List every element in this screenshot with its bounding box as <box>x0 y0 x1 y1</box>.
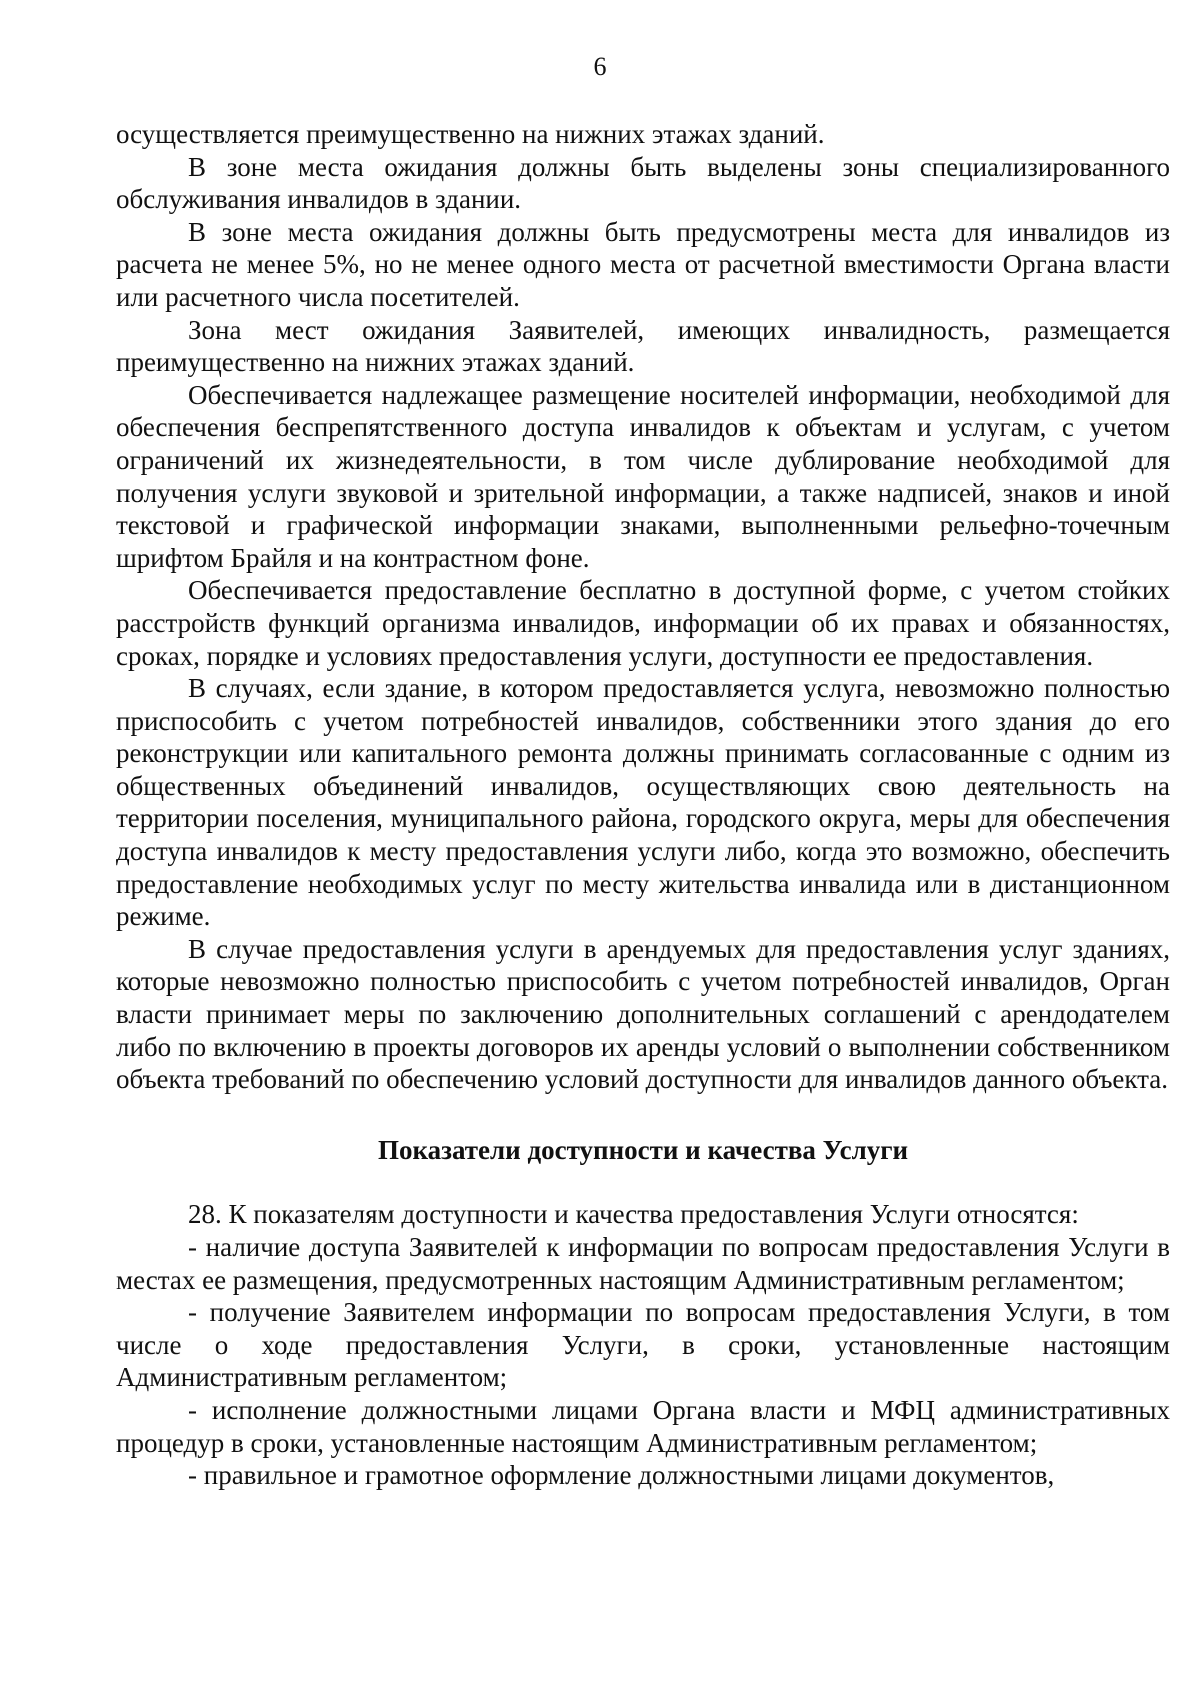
list-item: - правильное и грамотное оформление должностными лицами документов, <box>188 1460 1055 1491</box>
paragraph: 28. К показателям доступности и качества предоставления Услуги относятся: <box>188 1199 1079 1230</box>
paragraph: Обеспечивается надлежащее размещение носителей информации, необходимой для обеспечения беспрепятственного доступа инвалидов к объектам и услугам, с учетом ограничений их жизнедеятельности, в том числе дублирование необходимой для получения услуги звуковой и зрительной информации, а также надписей, знаков и иной текстовой и графической информации знаками, выполненными рельефно-точечным шрифтом Брайля и на контрастном фоне. <box>116 379 1170 573</box>
paragraph: Обеспечивается предоставление бесплатно в доступной форме, с учетом стойких расстройств функций организма инвалидов, информации об их правах и обязанностях, сроках, порядке и условиях предоставления услуги, доступности ее предоставления. <box>116 575 1170 671</box>
paragraph: осуществляется преимущественно на нижних этажах зданий. <box>116 119 825 149</box>
paragraph: Зона мест ожидания Заявителей, имеющих инвалидность, размещается преимущественно на нижних этажах зданий. <box>116 314 1170 378</box>
document-body <box>116 118 1170 1492</box>
paragraph: В случае предоставления услуги в арендуемых для предоставления услуг зданиях, которые невозможно полностью приспособить с учетом потребностей инвалидов, Орган власти принимает меры по заключению дополнительных соглашений с арендодателем либо по включению в проекты договоров их аренды условий о выполнении собственником объекта требований по обеспечению условий доступности для инвалидов данного объекта. <box>116 933 1170 1095</box>
list-item: - получение Заявителем информации по вопросам предоставления Услуги, в том числе о ходе предоставления Услуги, в сроки, установленные настоящим Административным регламентом; <box>116 1297 1170 1393</box>
section-heading: Показатели доступности и качества Услуги <box>377 1134 909 1165</box>
list-item: - исполнение должностными лицами Органа власти и МФЦ административных процедур в сроки, установленные настоящим Административным регламентом; <box>116 1394 1170 1458</box>
paragraph: В случаях, если здание, в котором предоставляется услуга, невозможно полностью приспособить с учетом потребностей инвалидов, собственники этого здания до его реконструкции или капитального ремонта должны принимать согласованные с одним из общественных объединений инвалидов, осуществляющих свою деятельность на территории поселения, муниципального района, городского округа, меры для обеспечения доступа инвалидов к месту предоставления услуги либо, когда это возможно, обеспечить предоставление необходимых услуг по месту жительства инвалида или в дистанционном режиме. <box>116 673 1170 932</box>
paragraph: В зоне места ожидания должны быть предусмотрены места для инвалидов из расчета не менее 5%, но не менее одного места от расчетной вместимости Органа власти или расчетного числа посетителей. <box>116 216 1170 312</box>
list-item: - наличие доступа Заявителей к информации по вопросам предоставления Услуги в местах ее размещения, предусмотренных настоящим Административным регламентом; <box>116 1232 1170 1295</box>
page-number: 6 <box>593 52 607 81</box>
paragraph: В зоне места ожидания должны быть выделены зоны специализированного обслуживания инвалидов в здании. <box>116 151 1170 215</box>
